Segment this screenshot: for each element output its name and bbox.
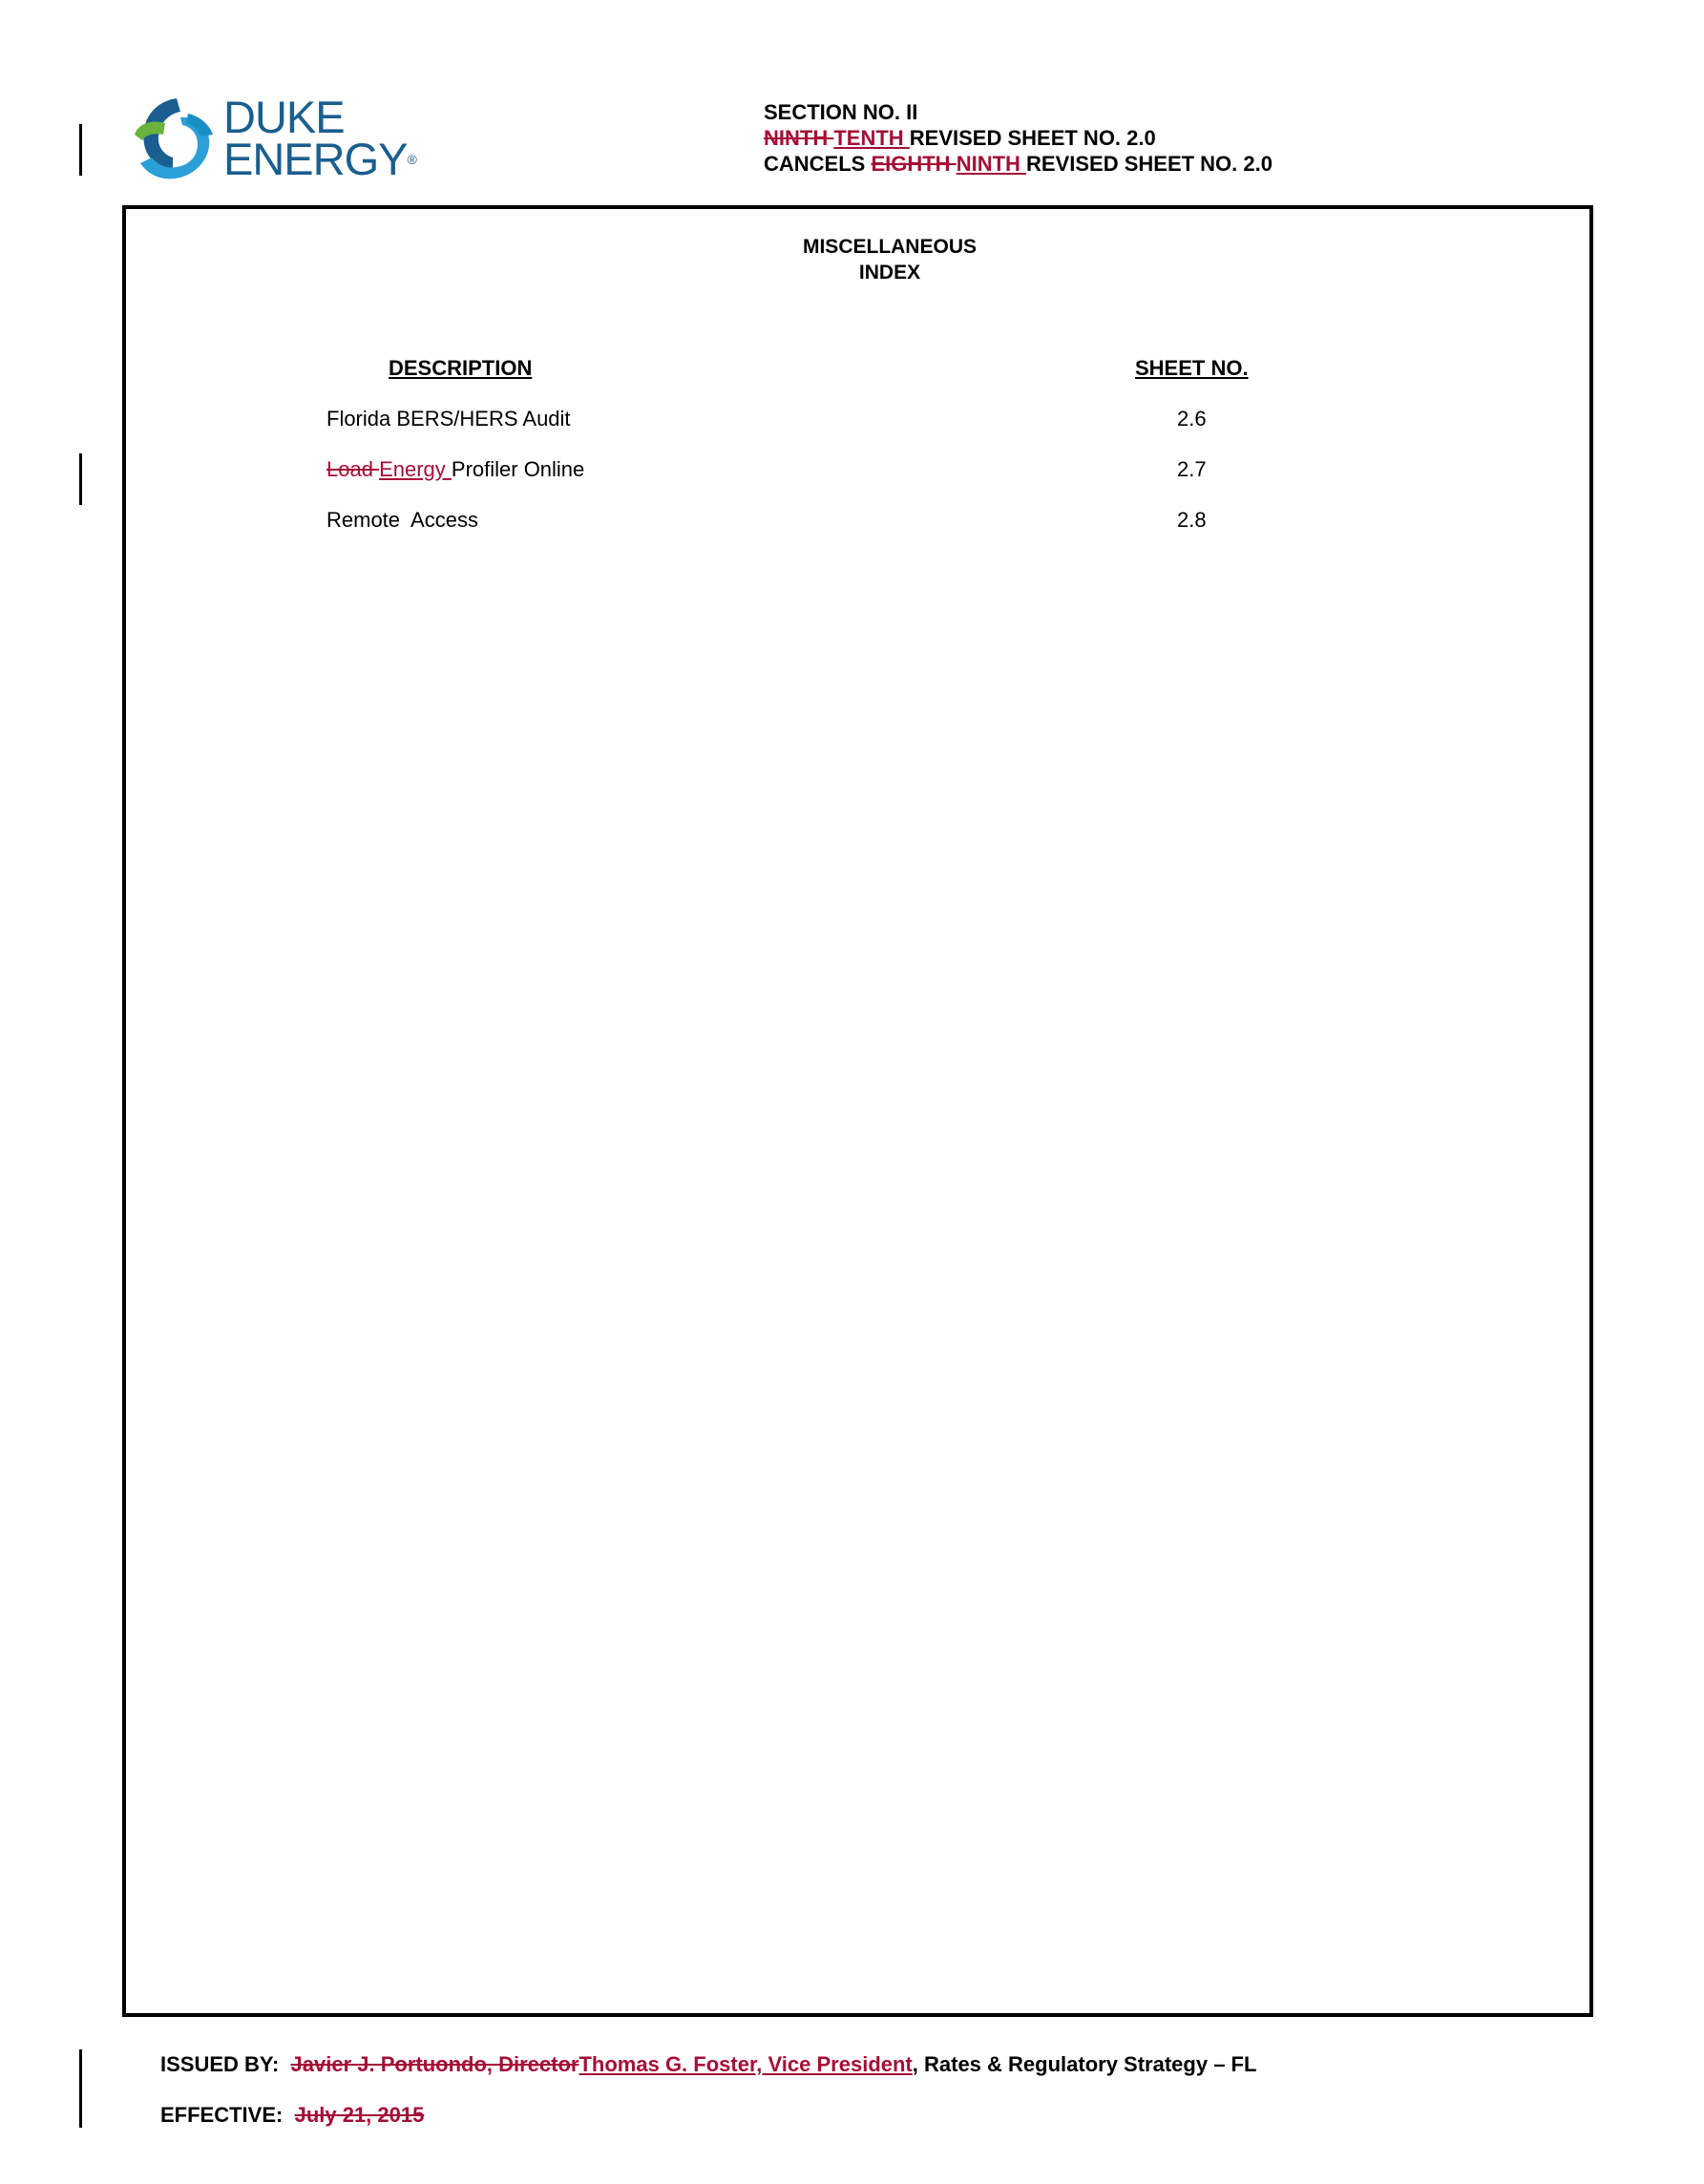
brand-wordmark [223,92,417,184]
title-line2: INDEX [858,262,921,284]
index-row-sheet: 2.8 [1177,508,1207,532]
index-row-description: Florida BERS/HERS Audit [326,407,571,430]
revised-rest: REVISED SHEET NO. 2.0 [909,126,1156,150]
duke-energy-emblem-icon [131,94,219,186]
duke-energy-logo [131,94,417,190]
change-bar-row [79,453,82,505]
cancels-inserted: NINTH [956,152,1027,176]
row-deleted-text: Load [326,457,380,481]
cancels-sheet-line [764,151,1273,177]
change-bar-footer [79,2049,82,2128]
revised-sheet-line [764,125,1273,151]
cancels-prefix: CANCELS [764,152,872,176]
index-row-description [326,457,584,482]
cancels-rest: REVISED SHEET NO. 2.0 [1026,152,1273,176]
issued-by-line [160,2052,1256,2077]
revised-inserted: TENTH [833,126,910,150]
row-inserted-text: Energy [379,457,452,481]
issued-by-rest: , Rates & Regulatory Strategy – FL [912,2052,1257,2076]
issued-by-inserted: Thomas G. Foster, Vice President [579,2052,913,2076]
index-row-sheet: 2.7 [1177,457,1207,481]
content-frame [122,205,1593,2017]
registered-mark: ® [407,152,417,167]
column-header-description: DESCRIPTION [389,356,533,380]
issued-by-deleted: Javier J. Portuondo, Director [290,2052,579,2076]
brand-line2: ENERGY [223,134,408,184]
effective-label: EFFECTIVE: [160,2103,284,2127]
title-line1: MISCELLANEOUS [802,236,977,258]
index-row-sheet: 2.6 [1177,407,1207,430]
effective-date-deleted: July 21, 2015 [294,2103,425,2127]
effective-line [160,2103,424,2128]
change-bar-header [79,124,82,176]
issued-by-label: ISSUED BY: [160,2052,280,2076]
brand-line1: DUKE [223,92,345,142]
column-header-sheet-no: SHEET NO. [1135,356,1249,380]
row-rest-text: Profiler Online [451,457,585,481]
sheet-header [764,99,1273,177]
cancels-deleted: EIGHTH [871,152,957,176]
revised-deleted: NINTH [764,126,834,150]
page-title [699,234,1081,285]
index-row-description: Remote Access [326,508,478,532]
section-number: SECTION NO. II [764,100,918,124]
